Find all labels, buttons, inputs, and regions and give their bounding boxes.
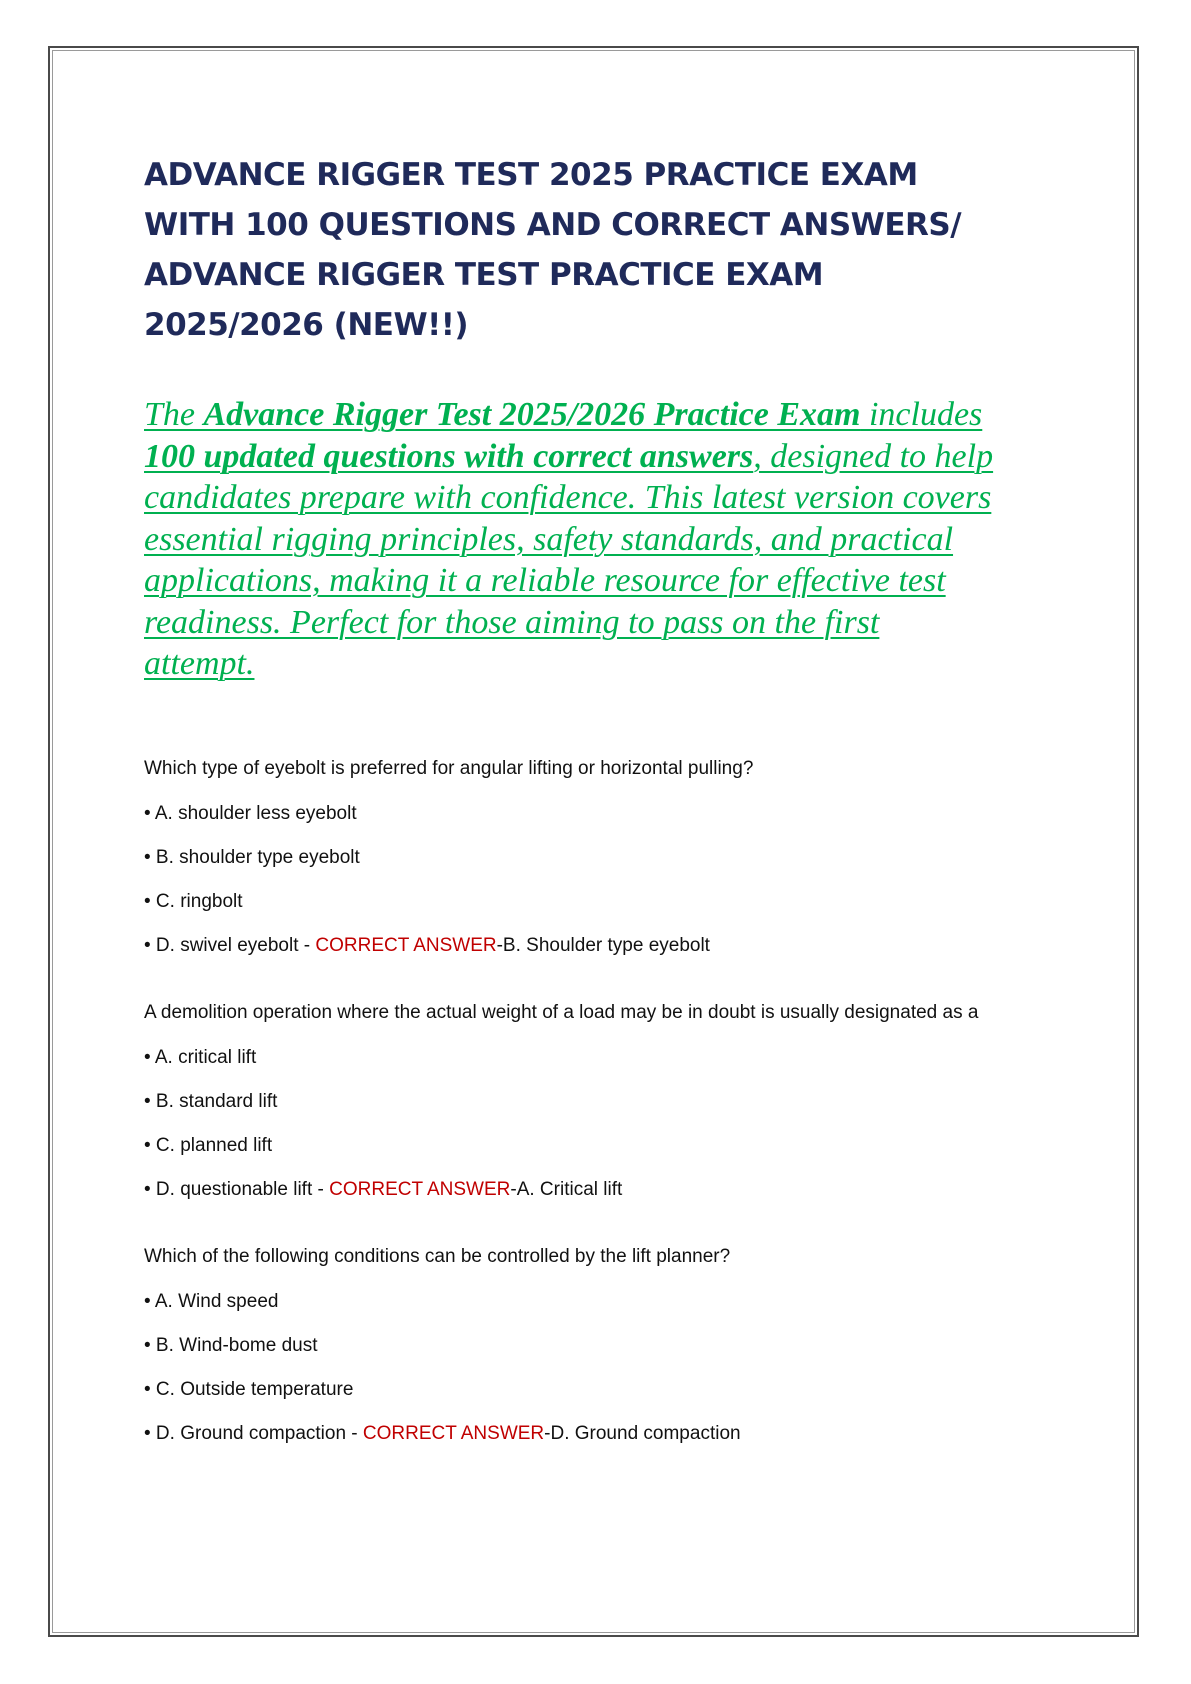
option-a: • A. critical lift: [144, 1046, 257, 1068]
option-c: • C. ringbolt: [144, 890, 243, 912]
option-d: • D. swivel eyebolt -: [144, 934, 316, 956]
title-line: WITH 100 QUESTIONS AND CORRECT ANSWERS/: [144, 207, 962, 243]
intro-line: applications, making it a reliable resource for effective test: [144, 562, 946, 599]
option-b: • B. Wind-bome dust: [144, 1334, 318, 1356]
question-1: [144, 757, 1064, 957]
document-title: [144, 150, 1064, 350]
intro-line: readiness. Perfect for those aiming to pass on the first: [144, 603, 880, 641]
intro-line: attempt.: [144, 645, 255, 682]
correct-answer-label: CORRECT ANSWER: [362, 1422, 545, 1444]
title-line: ADVANCE RIGGER TEST PRACTICE EXAM: [144, 257, 824, 293]
question-3: [144, 1245, 1064, 1445]
intro-paragraph: [144, 394, 1064, 685]
question-list: [144, 757, 1064, 1445]
option-c: • C. planned lift: [144, 1134, 273, 1156]
title-line: 2025/2026 (NEW!!): [144, 307, 469, 343]
correct-answer: -B. Shoulder type eyebolt: [496, 934, 710, 956]
question-text: Which of the following conditions can be controlled by the lift planner?: [144, 1245, 731, 1267]
intro-line: essential rigging principles, safety standards, and practical: [144, 520, 954, 558]
option-d: • D. questionable lift -: [144, 1178, 330, 1200]
document-content: [144, 150, 1064, 1489]
intro-line: [144, 436, 1064, 478]
option-a: • A. Wind speed: [144, 1290, 279, 1312]
intro-question-count: 100 updated questions with correct answers: [144, 437, 754, 475]
question-text: Which type of eyebolt is preferred for angular lifting or horizontal pulling?: [144, 757, 754, 779]
intro-text: includes: [860, 396, 983, 433]
intro-exam-name: Advance Rigger Test 2025/2026 Practice Exam: [203, 396, 861, 433]
intro-text: The: [144, 396, 204, 433]
question-2: [144, 1001, 1064, 1201]
option-d-with-answer: [144, 1422, 1064, 1445]
option-d: • D. Ground compaction -: [144, 1422, 363, 1444]
correct-answer: -D. Ground compaction: [544, 1422, 741, 1444]
intro-line: [144, 394, 1064, 436]
question-text: A demolition operation where the actual weight of a load may be in doubt is usually designated as a: [144, 1001, 979, 1023]
correct-answer-label: CORRECT ANSWER: [329, 1178, 511, 1200]
intro-line: candidates prepare with confidence. This latest version covers: [144, 479, 992, 516]
correct-answer: -A. Critical lift: [510, 1178, 623, 1200]
option-a: • A. shoulder less eyebolt: [144, 802, 357, 824]
correct-answer-label: CORRECT ANSWER: [315, 934, 497, 956]
option-d-with-answer: [144, 934, 1064, 957]
option-c: • C. Outside temperature: [144, 1378, 354, 1400]
option-b: • B. standard lift: [144, 1090, 278, 1112]
intro-text: , designed to help: [753, 437, 994, 475]
title-line: ADVANCE RIGGER TEST 2025 PRACTICE EXAM: [144, 157, 918, 193]
option-b: • B. shoulder type eyebolt: [144, 846, 360, 868]
option-d-with-answer: [144, 1178, 1064, 1201]
